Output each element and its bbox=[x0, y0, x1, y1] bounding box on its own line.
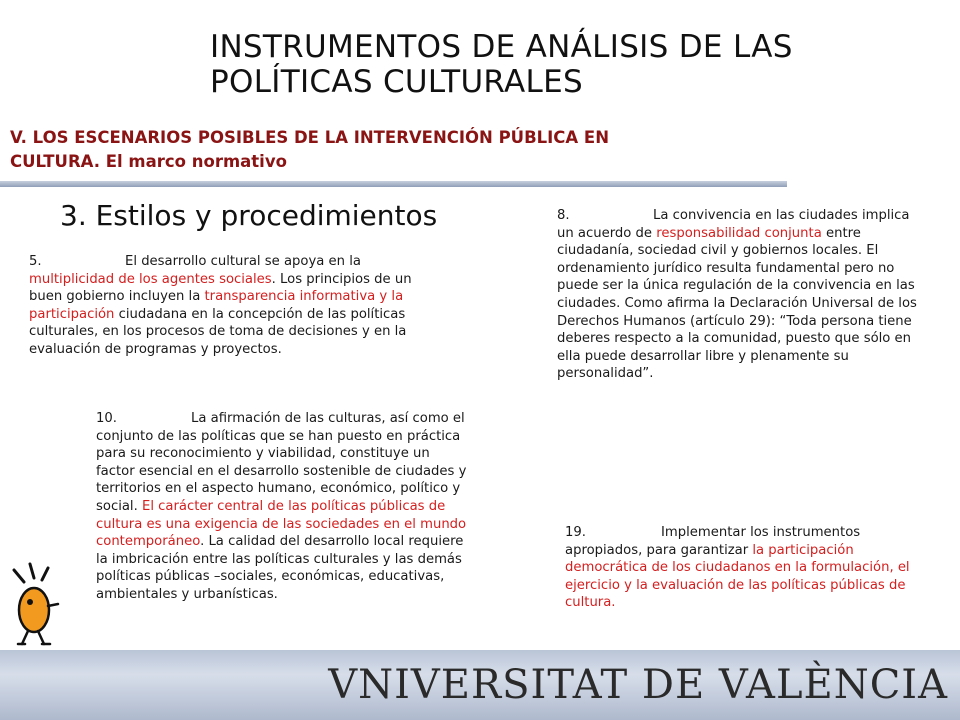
paragraph-highlight: responsabilidad conjunta bbox=[656, 225, 822, 241]
paragraph-highlight: la participación democrática de los ciudadanos en la formulación, el ejercicio y la evaluación de las políticas públicas de cultura. bbox=[565, 542, 910, 611]
paragraph-highlight: El carácter central de las políticas públicas de cultura es una exigencia de las sociedades en el mundo contemporáneo bbox=[96, 498, 467, 550]
paragraph-text: . Los principios de un buen gobierno incluyen la bbox=[29, 271, 412, 305]
paragraph-text: ciudadana en la concepción de las políticas culturales, en los procesos de toma de decisiones y en la evaluación de programas y proyectos. bbox=[29, 306, 407, 357]
paragraph-text: El desarrollo cultural se apoya en la bbox=[125, 254, 361, 269]
paragraph-highlight: multiplicidad de los agentes sociales bbox=[29, 271, 272, 287]
slide-subtitle-line-2: CULTURA. El marco normativo bbox=[10, 152, 287, 171]
header-divider bbox=[0, 181, 787, 187]
university-logo-text: VNIVERSITAT DE VALÈNCIA bbox=[328, 662, 948, 708]
university-logo bbox=[328, 656, 948, 714]
paragraph-number: 8. bbox=[557, 208, 570, 223]
paragraph-highlight: transparencia informativa y la participación bbox=[29, 289, 404, 322]
paragraph-text: entre ciudadanía, sociedad civil y gobiernos locales. El ordenamiento jurídico resulta fundamental pero no puede ser la única regulación de la convivencia en las ciudades. Como afirma la Declaración Universal de los Derechos Humanos (artículo 29): “Toda persona tiene deberes respecto a la comunidad, puesto que sólo en ella puede desarrollar libre y plenamente su personalidad”. bbox=[557, 225, 917, 382]
slide-subtitle bbox=[10, 126, 770, 174]
slide-title-line-2: POLÍTICAS CULTURALES bbox=[210, 64, 583, 100]
paragraph-text: Implementar los instrumentos apropiados, para garantizar bbox=[565, 525, 861, 558]
paragraph-8 bbox=[557, 207, 927, 383]
paragraph-text: . La calidad del desarrollo local requiere la imbricación entre las políticas culturales y las demás políticas públicas –sociales, económicas, educativas, ambientales y urbanísticas. bbox=[96, 534, 464, 602]
paragraph-text: La afirmación de las culturas, así como el conjunto de las políticas que se han puesto en práctica para su reconocimiento y viabilidad, constituye un factor esencial en el desarrollo sostenible de ciudades y territorios en el aspecto humano, económico, político y social. bbox=[96, 411, 467, 514]
cartoon-mascot-icon bbox=[8, 560, 60, 648]
paragraph-number: 10. bbox=[96, 411, 117, 426]
slide-title-line-1: INSTRUMENTOS DE ANÁLISIS DE LAS bbox=[210, 29, 793, 65]
slide-subtitle-line-1: V. LOS ESCENARIOS POSIBLES DE LA INTERVENCIÓN PÚBLICA EN bbox=[10, 128, 610, 147]
section-heading: 3. Estilos y procedimientos bbox=[60, 199, 438, 232]
paragraph-text: La convivencia en las ciudades implica un acuerdo de bbox=[557, 208, 910, 241]
paragraph-10 bbox=[96, 410, 468, 604]
slide-title bbox=[210, 30, 930, 100]
paragraph-5 bbox=[29, 253, 419, 359]
paragraph-19 bbox=[565, 524, 925, 612]
paragraph-number: 5. bbox=[29, 254, 42, 269]
paragraph-number: 19. bbox=[565, 525, 586, 540]
